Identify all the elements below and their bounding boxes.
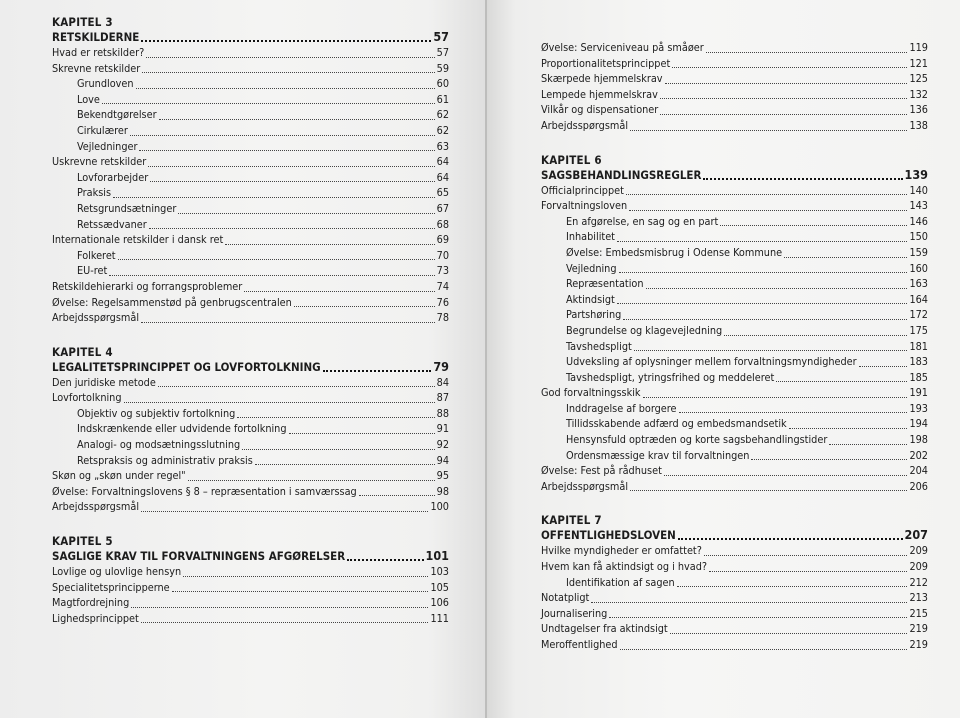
toc-entry	[52, 45, 449, 61]
toc-entry-text: En afgørelse, en sag og en part	[566, 214, 719, 228]
toc-entry-text: Meroffentlighed	[541, 638, 618, 651]
toc-entry-page: 76	[436, 295, 449, 309]
toc-entry-text: Hvad er retskilder?	[52, 46, 145, 59]
toc-entry	[541, 87, 928, 103]
toc-entry	[52, 139, 449, 155]
toc-entry-text: Skærpede hjemmelskrav	[541, 72, 663, 86]
toc-entry-page: 61	[436, 92, 449, 106]
toc-entry	[541, 118, 928, 134]
toc-entry-text: Begrundelse og klagevejledning	[566, 323, 723, 337]
dot-leader	[709, 571, 907, 572]
dot-leader	[150, 181, 434, 182]
chapter-title-page: 207	[904, 527, 928, 543]
chapter-title	[52, 359, 449, 375]
chapter-title-text: RETSKILDERNE	[52, 30, 140, 44]
chapter-spacer	[52, 515, 449, 535]
dot-leader	[672, 67, 907, 68]
toc-entry-text: Lempede hjemmelskrav	[541, 87, 658, 101]
chapter-title	[541, 527, 928, 543]
toc-entry	[541, 56, 928, 72]
dot-leader	[623, 319, 907, 320]
toc-entry-text: Repræsentation	[566, 277, 644, 291]
toc-entry-page: 219	[909, 622, 928, 636]
toc-entry-page: 215	[909, 606, 928, 620]
toc-entry	[52, 248, 449, 264]
dot-leader	[670, 633, 908, 634]
chapter-title-text: SAGSBEHANDLINGSREGLER	[541, 167, 702, 182]
dot-leader	[678, 538, 903, 540]
toc-entry	[52, 406, 449, 422]
chapter-title-page: 139	[904, 166, 928, 182]
toc-entry-text: Tavshedspligt, ytringsfrihed og meddeleret	[566, 370, 775, 384]
chapter-title-page: 101	[425, 548, 449, 564]
toc-entry-text: Bekendtgørelser	[77, 108, 157, 122]
toc-entry	[541, 385, 928, 401]
toc-entry	[541, 292, 928, 308]
dot-leader	[679, 412, 908, 413]
toc-entry	[52, 453, 449, 469]
chapter-title	[52, 548, 449, 564]
chapter-title-text: OFFENTLIGHEDSLOVEN	[541, 528, 676, 543]
toc-entry-text: Lovlige og ulovlige hensyn	[52, 565, 182, 579]
toc-entry	[52, 217, 449, 233]
toc-entry	[52, 201, 449, 217]
dot-leader	[751, 459, 907, 460]
toc-entry-text: Øvelse: Forvaltningslovens § 8 – repræsentation i samværssag	[52, 484, 357, 498]
toc-entry-text: Retspraksis og administrativ praksis	[77, 453, 253, 467]
dot-leader	[620, 649, 908, 650]
toc-entry	[541, 261, 928, 277]
toc-entry-page: 212	[909, 575, 928, 589]
toc-entry-page: 70	[436, 248, 449, 262]
toc-entry	[541, 323, 928, 339]
toc-entry-page: 87	[436, 391, 449, 405]
toc-entry-text: Skøn og „skøn under regel"	[52, 469, 186, 483]
dot-leader	[136, 88, 435, 89]
dot-leader	[660, 114, 907, 115]
toc-entry-page: 119	[909, 41, 928, 54]
dot-leader	[859, 366, 908, 367]
dot-leader	[244, 291, 434, 292]
toc-entry	[541, 198, 928, 214]
toc-entry-text: Objektiv og subjektiv fortolkning	[77, 406, 236, 420]
dot-leader	[626, 194, 908, 195]
dot-leader	[149, 228, 435, 229]
toc-entry-text: Hvem kan få aktindsigt og i hvad?	[541, 560, 708, 574]
dot-leader	[677, 586, 908, 587]
toc-entry-text: Vejledninger	[77, 139, 138, 153]
toc-entry-page: 67	[436, 201, 449, 215]
toc-entry-page: 68	[436, 217, 449, 231]
toc-entry	[52, 279, 449, 295]
toc-entry-text: Retssædvaner	[77, 217, 147, 231]
toc-entry	[541, 229, 928, 245]
toc-entry-page: 146	[909, 214, 928, 228]
toc-entry	[541, 354, 928, 370]
dot-leader	[130, 135, 435, 136]
chapter-title	[52, 29, 449, 45]
toc-entry-page: 69	[436, 233, 449, 247]
toc-entry-text: Arbejdsspørgsmål	[52, 500, 140, 514]
dot-leader	[237, 417, 434, 418]
toc-entry-text: Folkeret	[77, 248, 116, 262]
dot-leader	[142, 72, 434, 73]
dot-leader	[619, 272, 908, 273]
toc-entry-page: 84	[436, 375, 449, 389]
toc-entry-page: 62	[436, 123, 449, 137]
toc-entry	[52, 468, 449, 484]
toc-entry-text: Forvaltningsloven	[541, 199, 628, 213]
toc-entry	[541, 214, 928, 230]
dot-leader	[188, 480, 435, 481]
toc-entry-page: 92	[436, 438, 449, 452]
toc-entry-text: Identifikation af sagen	[566, 575, 675, 589]
toc-entry-text: God forvaltningsskik	[541, 386, 641, 400]
toc-entry-text: Tillidsskabende adfærd og embedsmandsetik	[566, 417, 787, 431]
toc-entry	[541, 448, 928, 464]
toc-entry-text: Skrevne retskilder	[52, 61, 141, 75]
dot-leader	[183, 576, 428, 577]
toc-entry	[52, 390, 449, 406]
toc-entry	[541, 606, 928, 622]
toc-entry-page: 198	[909, 433, 928, 447]
toc-entry-text: Internationale retskilder i dansk ret	[52, 233, 224, 247]
dot-leader	[609, 617, 907, 618]
toc-entry-page: 103	[430, 565, 449, 579]
toc-entry	[541, 370, 928, 386]
toc-entry-text: Tavshedspligt	[566, 339, 632, 353]
chapter-title-text: LEGALITETSPRINCIPPET OG LOVFORTOLKNING	[52, 359, 321, 374]
toc-entry	[52, 421, 449, 437]
toc-entry-text: Partshøring	[566, 308, 622, 322]
toc-entry-text: Praksis	[77, 186, 112, 200]
chapter-spacer	[52, 326, 449, 346]
toc-entry	[52, 484, 449, 500]
dot-leader	[591, 602, 907, 603]
toc-entry-page: 164	[909, 292, 928, 306]
toc-entry-text: Den juridiske metode	[52, 375, 156, 389]
dot-leader	[225, 244, 434, 245]
dot-leader	[178, 213, 434, 214]
dot-leader	[242, 449, 434, 450]
toc-entry-page: 59	[436, 61, 449, 75]
toc-entry	[541, 40, 928, 56]
toc-entry-text: Lovfortolkning	[52, 391, 122, 405]
toc-entry-text: Udveksling af oplysninger mellem forvaltningsmyndigheder	[566, 355, 857, 369]
toc-right	[541, 40, 928, 653]
toc-entry-text: Indskrænkende eller udvidende fortolkning	[77, 422, 287, 436]
toc-entry-text: Vejledning	[566, 261, 617, 275]
dot-leader	[109, 275, 434, 276]
toc-entry	[541, 637, 928, 653]
toc-entry	[541, 590, 928, 606]
toc-entry-page: 183	[909, 355, 928, 369]
dot-leader	[124, 402, 435, 403]
chapter-label: KAPITEL 5	[52, 534, 113, 549]
dot-leader	[720, 225, 907, 226]
toc-entry	[541, 307, 928, 323]
toc-entry-text: Cirkulærer	[77, 123, 128, 137]
toc-entry-text: Aktindsigt	[566, 292, 615, 306]
toc-entry	[541, 276, 928, 292]
toc-entry	[52, 310, 449, 326]
toc-entry	[541, 432, 928, 448]
toc-entry	[541, 71, 928, 87]
toc-entry-page: 136	[909, 103, 928, 117]
dot-leader	[706, 52, 908, 53]
toc-entry-page: 185	[909, 370, 928, 384]
toc-entry-text: Officialprincippet	[541, 183, 624, 197]
toc-entry-text: Vilkår og dispensationer	[541, 103, 659, 117]
toc-entry-text: Lovforarbejder	[77, 170, 149, 184]
dot-leader	[784, 257, 907, 258]
toc-entry-text: EU-ret	[77, 264, 108, 278]
dot-leader	[323, 370, 432, 372]
toc-entry-page: 213	[909, 591, 928, 605]
toc-entry	[541, 401, 928, 417]
toc-entry-page: 106	[430, 596, 449, 610]
toc-entry	[52, 437, 449, 453]
toc-entry	[541, 183, 928, 199]
dot-leader	[131, 607, 428, 608]
toc-entry-page: 100	[430, 500, 449, 514]
toc-entry-page: 181	[909, 339, 928, 353]
chapter-label: KAPITEL 4	[52, 344, 113, 359]
toc-entry	[541, 102, 928, 118]
toc-entry-text: Undtagelser fra aktindsigt	[541, 622, 668, 636]
toc-entry	[541, 559, 928, 575]
toc-entry-page: 94	[436, 453, 449, 467]
toc-entry-page: 111	[430, 611, 449, 625]
chapter-title-page: 57	[433, 29, 449, 44]
toc-entry-page: 143	[909, 199, 928, 213]
dot-leader	[294, 306, 435, 307]
toc-entry-page: 163	[909, 277, 928, 291]
dot-leader	[629, 210, 907, 211]
toc-entry	[52, 263, 449, 279]
toc-entry	[52, 123, 449, 139]
toc-entry-text: Specialitetsprincipperne	[52, 580, 170, 594]
toc-entry	[541, 245, 928, 261]
chapter-label: KAPITEL 3	[52, 15, 113, 29]
toc-entry	[52, 92, 449, 108]
toc-entry	[52, 595, 449, 611]
toc-entry-text: Inhabilitet	[566, 230, 615, 244]
toc-entry	[541, 621, 928, 637]
dot-leader	[664, 475, 908, 476]
dot-leader	[255, 464, 435, 465]
toc-entry	[52, 170, 449, 186]
toc-entry-page: 150	[909, 230, 928, 244]
toc-entry-text: Retsgrundsætninger	[77, 201, 177, 215]
dot-leader	[704, 555, 908, 556]
toc-entry	[541, 543, 928, 559]
dot-leader	[359, 495, 435, 496]
toc-entry-page: 121	[909, 56, 928, 70]
dot-leader	[660, 98, 908, 99]
dot-leader	[146, 57, 434, 58]
dot-leader	[289, 433, 435, 434]
toc-entry-page: 74	[436, 279, 449, 293]
toc-entry-text: Proportionalitetsprincippet	[541, 56, 671, 70]
toc-entry-text: Journalisering	[541, 606, 608, 620]
toc-entry-text: Øvelse: Fest på rådhuset	[541, 464, 662, 478]
toc-entry	[52, 295, 449, 311]
dot-leader	[102, 103, 435, 104]
dot-leader	[646, 288, 908, 289]
chapter-title-page: 79	[433, 358, 449, 374]
toc-entry-text: Øvelse: Serviceniveau på småøer	[541, 41, 704, 54]
dot-leader	[148, 166, 434, 167]
toc-entry	[541, 479, 928, 495]
toc-entry-text: Uskrevne retskilder	[52, 155, 147, 169]
dot-leader	[141, 322, 435, 323]
dot-leader	[630, 130, 907, 131]
toc-entry-page: 202	[909, 448, 928, 462]
toc-entry-page: 65	[436, 186, 449, 200]
dot-leader	[141, 622, 429, 623]
dot-leader	[776, 381, 907, 382]
toc-entry-page: 105	[430, 580, 449, 594]
toc-entry	[541, 575, 928, 591]
chapter-title	[541, 167, 928, 183]
dot-leader	[634, 350, 908, 351]
toc-entry-page: 98	[436, 484, 449, 498]
toc-entry-page: 194	[909, 417, 928, 431]
toc-entry-page: 175	[909, 323, 928, 337]
dot-leader	[158, 386, 435, 387]
dot-leader	[172, 591, 429, 592]
toc-entry	[52, 61, 449, 77]
dot-leader	[118, 259, 435, 260]
dot-leader	[617, 241, 907, 242]
toc-entry-page: 95	[436, 469, 449, 483]
toc-entry-page: 62	[436, 108, 449, 122]
toc-entry-page: 159	[909, 245, 928, 259]
toc-entry	[52, 107, 449, 123]
toc-entry-page: 138	[909, 118, 928, 132]
toc-entry	[541, 463, 928, 479]
chapter-spacer	[541, 134, 928, 154]
dot-leader	[141, 40, 431, 42]
toc-entry	[52, 185, 449, 201]
toc-entry-page: 160	[909, 261, 928, 275]
toc-entry-text: Ordensmæssige krav til forvaltningen	[566, 448, 750, 462]
chapter-label: KAPITEL 6	[541, 152, 602, 167]
toc-entry-page: 219	[909, 638, 928, 651]
toc-entry-page: 191	[909, 386, 928, 400]
dot-leader	[703, 178, 902, 180]
dot-leader	[643, 397, 908, 398]
toc-entry-page: 206	[909, 479, 928, 493]
toc-entry	[52, 375, 449, 391]
toc-entry	[52, 154, 449, 170]
dot-leader	[665, 83, 908, 84]
toc-entry-page: 209	[909, 544, 928, 558]
toc-entry-page: 204	[909, 464, 928, 478]
toc-entry-text: Magtfordrejning	[52, 596, 130, 610]
dot-leader	[347, 559, 423, 561]
toc-entry-text: Inddragelse af borgere	[566, 401, 677, 415]
chapter-label: KAPITEL 7	[541, 513, 602, 528]
dot-leader	[141, 511, 428, 512]
dot-leader	[617, 303, 908, 304]
dot-leader	[630, 490, 907, 491]
toc-entry-page: 193	[909, 401, 928, 415]
toc-entry-page: 63	[436, 139, 449, 153]
toc-entry-text: Notatpligt	[541, 591, 590, 605]
toc-entry	[52, 499, 449, 515]
dot-leader	[113, 197, 435, 198]
toc-entry-page: 125	[909, 72, 928, 86]
toc-entry-page: 91	[436, 422, 449, 436]
toc-entry-text: Arbejdsspørgsmål	[52, 311, 140, 325]
toc-entry-page: 73	[436, 264, 449, 278]
toc-entry-page: 209	[909, 560, 928, 574]
toc-entry	[52, 580, 449, 596]
toc-entry	[52, 564, 449, 580]
toc-entry-text: Analogi- og modsætningsslutning	[77, 438, 241, 452]
toc-entry-page: 88	[436, 406, 449, 420]
toc-entry-text: Arbejdsspørgsmål	[541, 479, 629, 493]
chapter-spacer	[541, 494, 928, 514]
toc-entry-text: Retskildehierarki og forrangsproblemer	[52, 279, 243, 293]
toc-entry-text: Grundloven	[77, 77, 134, 91]
toc-entry-text: Hvilke myndigheder er omfattet?	[541, 544, 702, 558]
toc-entry	[52, 232, 449, 248]
dot-leader	[159, 119, 435, 120]
toc-entry-page: 64	[436, 155, 449, 169]
chapter-title-text: SAGLIGE KRAV TIL FORVALTNINGENS AFGØRELSER	[52, 549, 346, 564]
toc-entry	[52, 76, 449, 92]
toc-entry-text: Lighedsprincippet	[52, 611, 139, 625]
toc-entry-text: Øvelse: Embedsmisbrug i Odense Kommune	[566, 245, 783, 259]
toc-entry-page: 64	[436, 170, 449, 184]
toc-entry-text: Arbejdsspørgsmål	[541, 118, 629, 132]
toc-entry	[52, 611, 449, 627]
right-page	[487, 0, 960, 718]
dot-leader	[139, 150, 434, 151]
toc-entry-text: Love	[77, 92, 100, 106]
toc-entry-page: 57	[436, 46, 449, 59]
dot-leader	[724, 335, 907, 336]
toc-entry-page: 172	[909, 308, 928, 322]
toc-entry	[541, 339, 928, 355]
toc-left	[52, 16, 449, 626]
dot-leader	[829, 444, 907, 445]
toc-entry-page: 60	[436, 77, 449, 91]
toc-entry-page: 78	[436, 311, 449, 325]
toc-entry-page: 140	[909, 183, 928, 197]
toc-entry	[541, 416, 928, 432]
toc-entry-text: Hensynsfuld optræden og korte sagsbehandlingstider	[566, 433, 828, 447]
toc-entry-text: Øvelse: Regelsammenstød på genbrugscentralen	[52, 295, 292, 309]
dot-leader	[789, 428, 908, 429]
toc-entry-page: 132	[909, 87, 928, 101]
